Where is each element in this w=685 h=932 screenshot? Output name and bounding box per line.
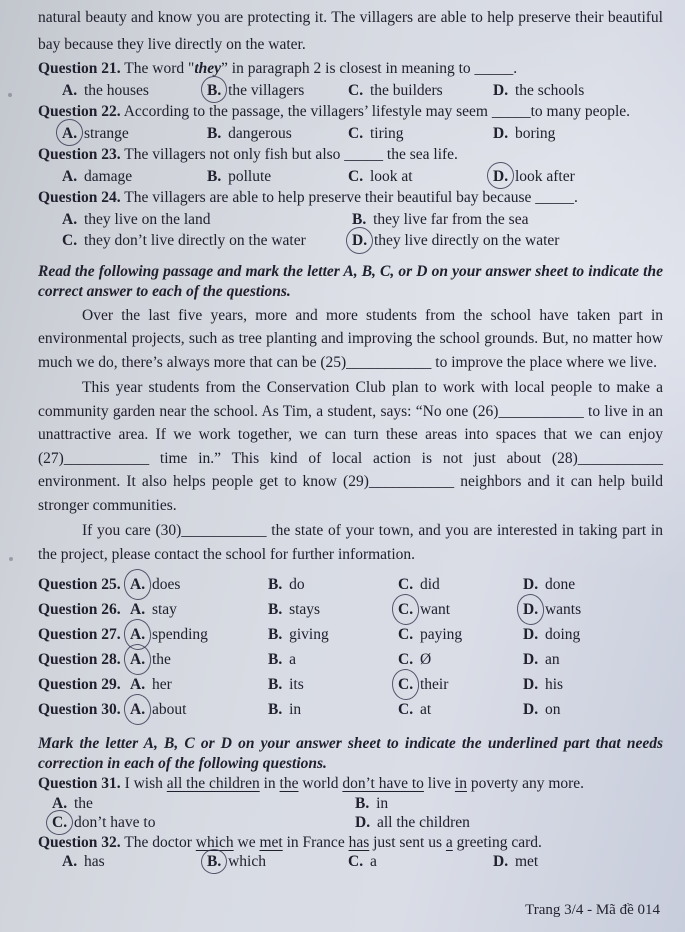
question-label: Question 29. [38, 676, 121, 693]
answer-circle-C: C. [398, 597, 413, 622]
option-letter: A. [62, 167, 78, 185]
option-text: all the children [376, 814, 470, 831]
question-line [38, 187, 663, 209]
option-C [398, 597, 523, 622]
option-text: strange [83, 124, 129, 142]
option-letter: A. [62, 81, 78, 99]
option-letter: B. [355, 794, 370, 812]
question-label: Question 31. [38, 775, 121, 792]
question-line [38, 833, 663, 853]
option-D [493, 123, 663, 145]
option-text: her [151, 676, 172, 693]
answer-circle-D: D. [352, 230, 367, 252]
option-text: in [376, 794, 389, 812]
option-C [398, 697, 523, 722]
option-text: met [514, 853, 539, 870]
option-text: a [289, 651, 296, 668]
option-text: an [544, 651, 560, 668]
option-D [493, 166, 663, 188]
underlined-part: in [454, 775, 467, 792]
option-letter: B. [207, 124, 222, 142]
option-C [348, 852, 493, 872]
emphasized-word: they [194, 60, 222, 77]
passage-continuation: natural beauty and know you are protecting it. The villagers are able to help preserve their beautiful bay because they live directly on the water. [38, 9, 663, 53]
option-text: look at [369, 167, 413, 185]
option-A [62, 209, 352, 231]
option-text: its [289, 676, 304, 693]
option-A [52, 794, 355, 814]
option-text: stay [151, 601, 177, 618]
passage-paragraph: This year students from the Conservation Club plan to work with local people to make a community garden near the school. As Tim, a student, says: “No one (26)___________ to live in an unattractive area. If we work together, we can turn these areas into spaces that we can enjoy (27)___________ time in.” This kind of local action is not just about (28)___________ environment. It also helps people get to know (29)___________ neighbors and it can help build stronger communities. [38, 379, 663, 514]
option-text: the schools [514, 81, 585, 99]
options-row [62, 123, 663, 145]
option-letter: A. [62, 210, 78, 228]
question-27 [38, 622, 663, 647]
question-label: Question 27. [38, 626, 121, 643]
option-text: do [289, 576, 305, 593]
option-A [130, 597, 268, 622]
option-B [207, 80, 348, 102]
option-text: in [289, 701, 302, 718]
option-A [130, 622, 268, 647]
answer-circle-B: B. [207, 853, 222, 870]
option-letter: C. [398, 701, 414, 718]
options-row [62, 209, 663, 252]
option-A [62, 852, 207, 872]
option-B [268, 597, 398, 622]
question-label: Question 32. [38, 833, 121, 851]
option-letter: C. [348, 81, 364, 99]
option-text: wants [544, 601, 582, 618]
question-26 [38, 597, 663, 622]
question-text: The word "they” in paragraph 2 is closest in meaning to _____. [124, 60, 518, 77]
option-D [523, 672, 663, 697]
option-D [352, 230, 663, 252]
option-B [207, 123, 348, 145]
option-text: stays [289, 601, 321, 618]
option-letter: B. [268, 576, 283, 593]
question-24 [38, 187, 663, 252]
option-text: boring [514, 124, 556, 142]
option-letter: C. [398, 626, 414, 643]
question-text: The villagers are able to help preserve their beautiful bay because _____. [124, 189, 578, 206]
option-letter: B. [268, 701, 283, 718]
option-text: the villagers [228, 81, 305, 99]
question-21 [38, 58, 663, 101]
option-text: does [151, 576, 181, 593]
option-text: the [151, 651, 171, 668]
option-text: damage [83, 167, 133, 185]
underlined-part: met [259, 833, 283, 851]
option-text: dangerous [228, 124, 292, 142]
option-A [62, 123, 207, 145]
option-text: want [419, 601, 451, 618]
option-A [130, 697, 268, 722]
option-B [207, 166, 348, 188]
option-A [62, 80, 207, 102]
option-text: a [369, 853, 377, 870]
option-B [207, 852, 348, 872]
question-label: Question 22. [38, 103, 121, 120]
question-text: The villagers not only fish but also _____ the sea life. [124, 146, 458, 163]
option-text: they live on the land [83, 210, 211, 228]
option-letter: D. [493, 124, 509, 142]
question-31 [38, 774, 663, 833]
option-letter: B. [268, 651, 283, 668]
answer-circle-D: D. [523, 597, 538, 622]
option-B [352, 209, 663, 231]
question-22 [38, 101, 663, 144]
question-label: Question 26. [38, 601, 121, 618]
question-25 [38, 572, 663, 597]
option-text: spending [151, 626, 208, 643]
option-letter: A. [52, 794, 68, 812]
question-text: I wish all the children in the world don’t have to live in poverty any more. [124, 775, 585, 792]
options-row [62, 852, 663, 872]
passage-paragraph: Over the last five years, more and more students from the school have taken part in environmental projects, such as tree planting and improving the school grounds. But, no matter how much we do, there’s always more that can be (25)___________ to improve the place where we live. [38, 306, 663, 371]
underlined-part: has [348, 833, 370, 851]
option-B [268, 672, 398, 697]
option-B [355, 794, 663, 814]
option-C [348, 80, 493, 102]
question-28 [38, 647, 663, 672]
option-letter: B. [268, 601, 283, 618]
option-A [62, 166, 207, 188]
option-letter: D. [523, 651, 539, 668]
underlined-part: a [445, 833, 453, 851]
option-text: they live far from the sea [373, 210, 529, 228]
option-text: pollute [228, 167, 272, 185]
option-letter: D. [523, 676, 539, 693]
option-A [130, 572, 268, 597]
question-30 [38, 697, 663, 722]
underlined-part: all the children [166, 775, 260, 792]
option-letter: A. [130, 601, 146, 618]
question-text: According to the passage, the villagers’ lifestyle may seem _____to many people. [123, 103, 631, 120]
options-row [62, 80, 663, 102]
option-B [268, 572, 398, 597]
option-letter: C. [348, 124, 364, 142]
option-letter: D. [523, 626, 539, 643]
answer-circle-A: A. [130, 647, 145, 672]
option-letter: A. [130, 676, 146, 693]
question-line [38, 101, 663, 123]
option-letter: A. [62, 853, 78, 870]
photo-speck [9, 557, 13, 561]
cloze-passage [38, 304, 663, 567]
option-text: the [73, 794, 93, 812]
option-D [523, 622, 663, 647]
instruction-error-correction: Mark the letter A, B, C or D on your answer sheet to indicate the underlined part that needs correction in each of the following questions. [38, 735, 663, 772]
option-D [523, 572, 663, 597]
option-B [268, 647, 398, 672]
option-letter: D. [493, 81, 509, 99]
option-letter: B. [268, 676, 283, 693]
option-text: they don’t live directly on the water [83, 232, 306, 249]
option-text: giving [289, 626, 329, 643]
question-line [38, 144, 663, 166]
option-text: look after [514, 167, 575, 185]
underlined-part: don’t have to [342, 775, 424, 792]
option-text: done [544, 576, 576, 593]
options-row [52, 794, 663, 833]
questions-21-24 [38, 58, 663, 252]
instruction-reading-cloze: Read the following passage and mark the letter A, B, C, or D on your answer sheet to indicate the correct answer to each of the questions. [38, 262, 663, 300]
underlined-part: which [195, 833, 234, 851]
option-letter: C. [398, 651, 414, 668]
page-footer: Trang 3/4 - Mã đề 014 [525, 902, 660, 918]
option-C [52, 813, 355, 833]
questions-25-30 [38, 572, 663, 722]
passage-paragraph: If you care (30)___________ the state of your town, and you are interested in taking part in the project, please contact the school for further information. [38, 522, 663, 563]
option-text: Ø [419, 651, 432, 668]
option-letter: C. [62, 232, 78, 249]
option-text: about [151, 701, 187, 718]
option-text: did [419, 576, 440, 593]
option-letter: C. [348, 853, 364, 870]
option-C [398, 672, 523, 697]
option-B [268, 622, 398, 647]
underlined-part: the [279, 775, 299, 792]
option-D [523, 597, 663, 622]
question-label: Question 28. [38, 651, 121, 668]
option-letter: C. [348, 167, 364, 185]
option-text: the houses [83, 81, 149, 99]
option-text: which [228, 853, 266, 870]
option-letter: B. [268, 626, 283, 643]
question-29 [38, 672, 663, 697]
question-label: Question 24. [38, 189, 121, 206]
question-line [38, 58, 663, 80]
option-C [348, 123, 493, 145]
option-letter: B. [352, 210, 367, 228]
option-C [348, 166, 493, 188]
option-letter: D. [523, 701, 539, 718]
option-text: has [83, 853, 105, 870]
options-row [62, 166, 663, 188]
option-text: doing [544, 626, 581, 643]
question-line [38, 774, 663, 794]
option-D [355, 813, 663, 833]
answer-circle-A: A. [130, 697, 145, 722]
question-text: The doctor which we met in France has just sent us a greeting card. [124, 833, 542, 851]
option-text: his [544, 676, 564, 693]
option-text: tiring [369, 124, 404, 142]
option-text: on [544, 701, 561, 718]
option-C [398, 572, 523, 597]
option-text: paying [419, 626, 463, 643]
option-D [523, 647, 663, 672]
option-letter: D. [523, 576, 539, 593]
option-C [62, 230, 352, 252]
option-C [398, 622, 523, 647]
answer-circle-A: A. [130, 572, 145, 597]
answer-circle-B: B. [207, 80, 221, 102]
option-D [493, 80, 663, 102]
question-32 [38, 833, 663, 872]
option-letter: C. [398, 576, 414, 593]
option-text: don’t have to [73, 814, 156, 831]
answer-circle-D: D. [493, 166, 508, 188]
option-D [523, 697, 663, 722]
option-text: at [419, 701, 432, 718]
option-D [493, 852, 663, 872]
questions-31-32 [38, 774, 663, 872]
option-text: their [419, 676, 449, 693]
option-B [268, 697, 398, 722]
answer-circle-C: C. [398, 672, 413, 697]
option-A [130, 672, 268, 697]
option-letter: D. [493, 853, 509, 870]
option-A [130, 647, 268, 672]
question-label: Question 30. [38, 701, 121, 718]
answer-circle-C: C. [52, 814, 68, 831]
option-letter: B. [207, 167, 222, 185]
photo-speck [8, 93, 12, 97]
question-label: Question 25. [38, 576, 121, 593]
option-text: they live directly on the water [373, 232, 560, 249]
question-label: Question 21. [38, 60, 121, 77]
answer-circle-A: A. [62, 123, 77, 145]
question-label: Question 23. [38, 146, 121, 163]
question-23 [38, 144, 663, 187]
option-C [398, 647, 523, 672]
option-text: the builders [369, 81, 443, 99]
option-letter: D. [355, 814, 371, 831]
answer-circle-A: A. [130, 622, 145, 647]
